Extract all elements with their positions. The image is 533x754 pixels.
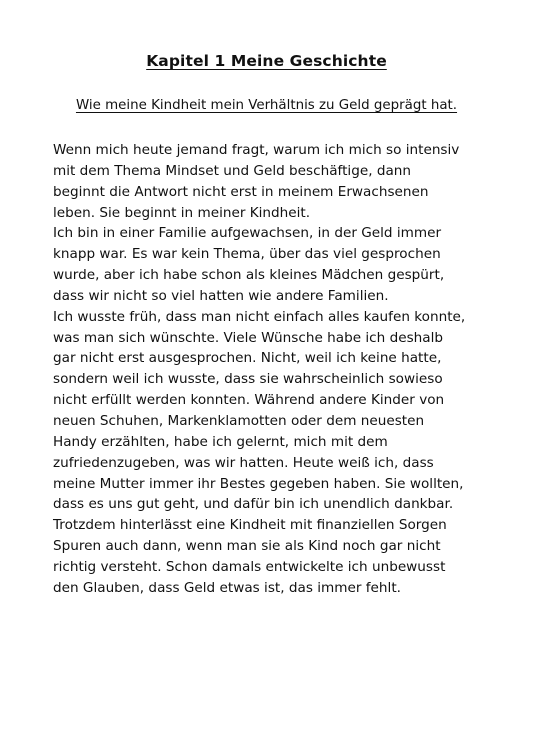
text-line: Ich bin in einer Familie aufgewachsen, in der Geld immer [53, 225, 442, 242]
chapter-title: Kapitel 1 Meine Geschichte [146, 52, 387, 70]
text-line: den Glauben, dass Geld etwas ist, das immer fehlt. [53, 579, 401, 596]
text-line: gar nicht erst ausgesprochen. Nicht, weil ich keine hatte, [53, 350, 442, 367]
text-line: Spuren auch dann, wenn man sie als Kind noch gar nicht [53, 538, 441, 555]
text-line: meine Mutter immer ihr Bestes gegeben haben. Sie wollten, [53, 475, 464, 492]
text-line: neuen Schuhen, Markenklamotten oder dem neuesten [53, 412, 425, 429]
body-text [53, 140, 513, 599]
text-line: Trotzdem hinterlässt eine Kindheit mit finanziellen Sorgen [53, 517, 447, 534]
text-line: dass wir nicht so viel hatten wie andere Familien. [53, 287, 389, 304]
text-line: Wenn mich heute jemand fragt, warum ich mich so intensiv [53, 142, 460, 158]
text-line: wurde, aber ich habe schon als kleines Mädchen gespürt, [53, 267, 445, 284]
text-line: was man sich wünschte. Viele Wünsche habe ich deshalb [53, 329, 444, 346]
text-line: dass es uns gut geht, und dafür bin ich unendlich dankbar. [53, 496, 454, 513]
text-line: richtig versteht. Schon damals entwickelte ich unbewusst [53, 558, 446, 575]
text-line: beginnt die Antwort nicht erst in meinem Erwachsenen [53, 183, 429, 200]
text-line: Ich wusste früh, dass man nicht einfach alles kaufen konnte, [53, 308, 466, 325]
text-line: sondern weil ich wusste, dass sie wahrscheinlich sowieso [53, 371, 443, 388]
text-line: leben. Sie beginnt in meiner Kindheit. [53, 204, 311, 221]
chapter-subtitle: Wie meine Kindheit mein Verhältnis zu Geld geprägt hat. [75, 98, 458, 113]
text-line: Handy erzählten, habe ich gelernt, mich mit dem [53, 433, 388, 450]
text-line: mit dem Thema Mindset und Geld beschäftige, dann [53, 162, 412, 179]
text-line: nicht erfüllt werden konnten. Während andere Kinder von [53, 392, 445, 409]
text-line: knapp war. Es war kein Thema, über das viel gesprochen [53, 246, 441, 263]
text-line: zufriedenzugeben, was wir hatten. Heute weiß ich, dass [53, 454, 434, 471]
